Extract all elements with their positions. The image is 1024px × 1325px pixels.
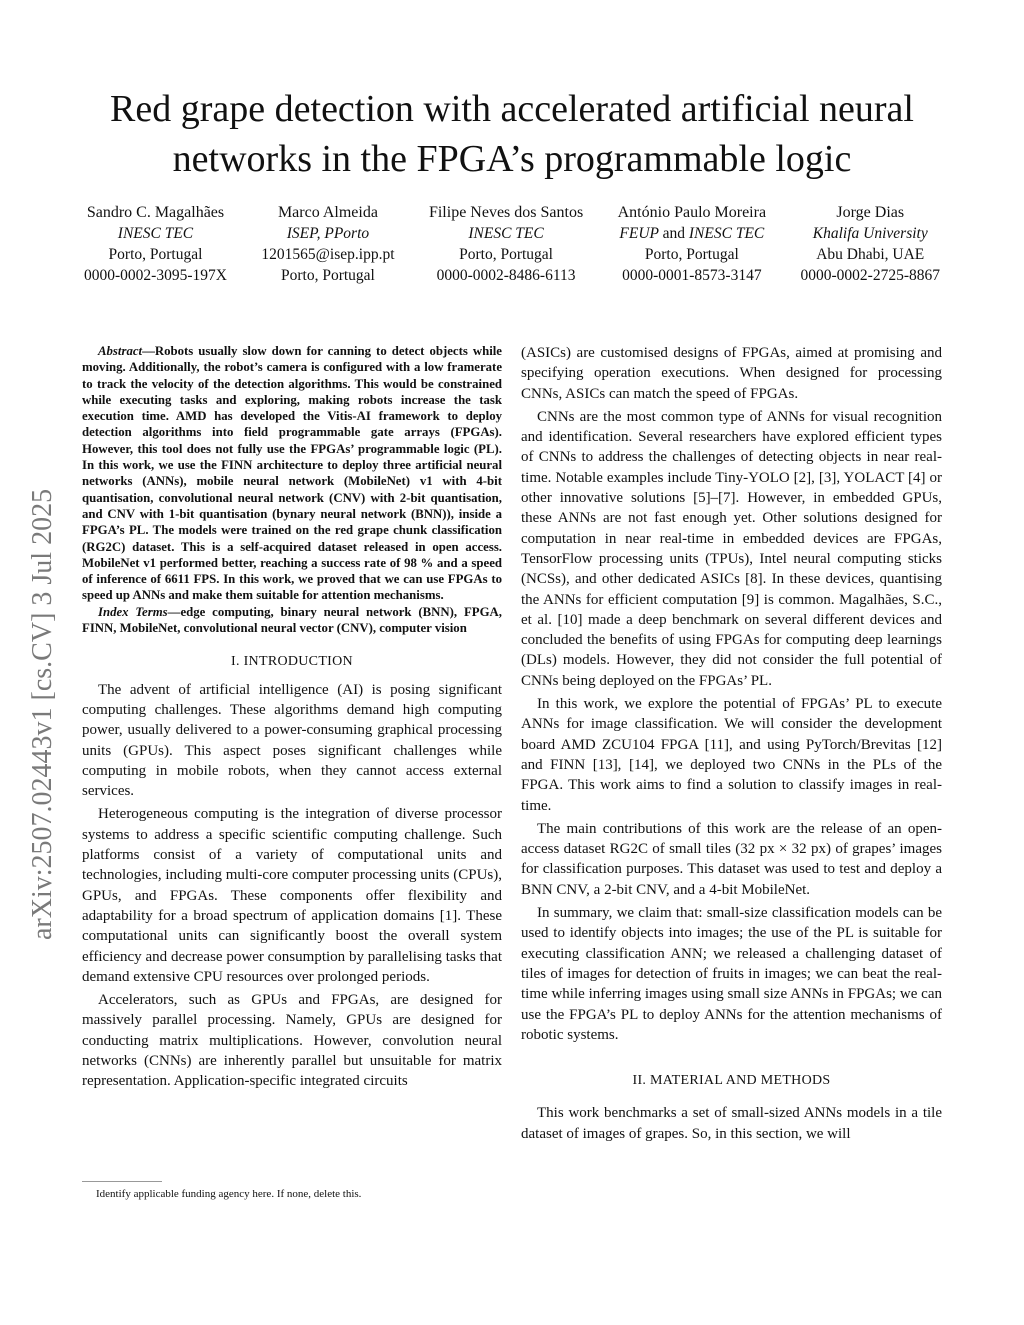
paper-title: Red grape detection with accelerated artificial neural networks in the FPGA’s programmable logic [110,88,914,180]
author-location: Porto, Portugal [644,246,739,263]
footnote: Identify applicable funding agency here. If none, delete this. [96,1188,362,1200]
section-heading-introduction: I. INTRODUCTION [231,654,353,670]
index-terms-label: Index Terms [98,604,168,619]
author-orcid: 0000-0002-2725-8867 [800,267,940,284]
left-column [82,343,502,1095]
author-affiliation: INESC TEC [468,225,544,242]
paragraph: Accelerators, such as GPUs and FPGAs, are designed for massively parallel processing. Namely, GPUs are designed for conducting matrix multiplications. However, convolution neural networks (CNNs) are inherently parallel but unsuitable for matrix representation. Application-specific integrated circuits [82,992,502,1090]
section-heading-material-methods: II. MATERIAL AND METHODS [632,1073,831,1089]
arxiv-identifier: arXiv:2507.02443v1 [cs.CV] 3 Jul 2025 [27,488,58,940]
affiliation-and: and [662,225,686,242]
author-affiliation: Khalifa University [812,225,928,242]
footnote-divider [82,1181,162,1182]
author-orcid: 0000-0002-3095-197X [84,267,227,284]
author-location: Abu Dhabi, UAE [816,246,925,263]
affiliation-a: FEUP [619,225,659,242]
paragraph: In this work, we explore the potential of FPGAs’ PL to execute ANNs for image classification. We will consider the development board AMD ZCU104 FPGA [11], and using PyTorch/Brevitas [12] and FINN [13], [14], we deployed two CNNs in the PLs of the FPGA. This work aims to find a solution to classify images in real-time. [521,696,942,814]
author-3 [429,202,583,286]
paragraph: This work benchmarks a set of small-sized ANNs models in a tile dataset of images of grapes. So, in this section, we will [521,1105,942,1142]
author-1 [84,202,227,286]
author-affiliation: INESC TEC [117,225,194,242]
author-name: Sandro C. Magalhães [86,204,225,221]
author-orcid: 0000-0002-8486-6113 [436,267,576,284]
author-name: Marco Almeida [277,204,378,221]
author-affiliation: ISEP, PPorto [286,225,370,242]
author-location: Porto, Portugal [459,246,553,263]
author-name: António Paulo Moreira [617,204,767,221]
author-email: 1201565@isep.ipp.pt [261,246,395,263]
abstract-text: —Robots usually slow down for canning to detect objects while moving. Additionally, the robot’s camera is configured with a low framerate to track the velocity of the detection algorithms. This would be constrained while executing tasks and exploring, making robots increase the task execution time. AMD has developed the Vitis-AI framework to deploy detection algorithms into field programmable gate arrays (FPGAs). However, this tool does not fully use the FPGAs’ programmable logic (PL). In this work, we use the FINN architecture to deploy three artificial neural networks (ANNs), mobile neural network (MobileNet) v1 with 4-bit quantisation, convolutional neural network (CNV) with 2-bit quantisation, and CNV with 1-bit quantisation (bynary neural network (BNN)), inside a FPGA’s PL. The models were trained on the red grape chunk classification (RG2C) dataset. This is a self-acquired dataset released in open access. MobileNet v1 performed better, reaching a success rate of 98 % and a speed of inference of 6611 FPS. In this work, we proved that we can use FPGAs to speed up ANNs and make them suitable for attention mechanisms. [82,344,502,603]
author-2 [261,202,394,286]
author-name: Jorge Dias [836,204,905,221]
author-location: Porto, Portugal [108,246,203,263]
paragraph: CNNs are the most common type of ANNs for visual recognition and identification. Several researchers have explored efficient types of CNNs to address the challenges of detecting objects in near real-time. Notable examples include Tiny-YOLO [2], [3], YOLACT [4] or other innovative solutions [5]–[7]. However, in embedded GPUs, these ANNs are not fast enough yet. Other solutions designed for computation in near real-time in embedded devices are FPGAs, TensorFlow processing units (TPUs), Intel neural computing sticks (NCSs), and other dedicated ASICs [8]. In these devices, quantising the ANNs for efficient computation [9] is common. Magalhães, S.C., et al. [10] made a deep benchmark on several different devices and concluded the benefits of using FPGAs for computing deep learnings (DLs) models. However, they did not consider the full potential of CNNs being deployed on the FPGAs’ PL. [521,408,942,689]
author-4 [618,202,766,286]
paragraph: The advent of artificial intelligence (AI) is posing significant computing challenges. These algorithms demand high computing power, usually delivered to a power-consuming graphical processing units (GPUs). This aspect poses significant challenges while computing in mobile robots, when they cannot access external services. [82,681,502,800]
author-5 [801,202,941,286]
abstract [82,343,502,636]
author-block [84,202,940,286]
affiliation-b: INESC TEC [688,225,765,242]
paragraph: (ASICs) are customised designs of FPGAs, aimed at promising and specifying operation executions. When designed for processing CNNs, ASICs can match the speed of FPGAs. [521,345,942,402]
paragraph: Heterogeneous computing is the integration of diverse processor systems to address a specific scientific computing challenge. Such platforms consist of a variety of computational units and technologies, including multi-core computer processing units (CPUs), GPUs, and FPGAs. These components offer flexibility and adaptability for a broad spectrum of application domains [1]. These computational units can significantly boost the overall system efficiency and decrease power consumption by parallelising tasks that demand extensive CPU resources over prolonged periods. [82,806,502,985]
paragraph: In summary, we claim that: small-size classification models can be used to identify objects into images; the use of the PL is suitable for executing classification ANN; we released a challenging dataset of tiles of images for detection of fruits in images; we can beat the real-time while inferring images using small size ANNs in FPGAs; we can use the FPGA’s PL to deploy ANNs for the attention mechanisms of robotic systems. [521,905,942,1043]
author-affiliation [618,223,766,244]
author-name: Filipe Neves dos Santos [428,204,584,221]
index-terms-text: —edge computing, binary neural network (BNN), FPGA, FINN, MobileNet, convolutional neural vector (CNV), computer vision [82,604,502,636]
author-location: Porto, Portugal [281,267,375,284]
author-orcid: 0000-0001-8573-3147 [622,267,762,284]
abstract-label: Abstract [98,344,143,358]
right-column [521,343,942,1147]
paragraph: The main contributions of this work are the release of an open-access dataset RG2C of small tiles (32 px × 32 px) of grapes’ images for classification purposes. This dataset was used to test and deploy a BNN CNV, a 2-bit CNV, and a 4-bit MobileNet. [521,820,942,898]
